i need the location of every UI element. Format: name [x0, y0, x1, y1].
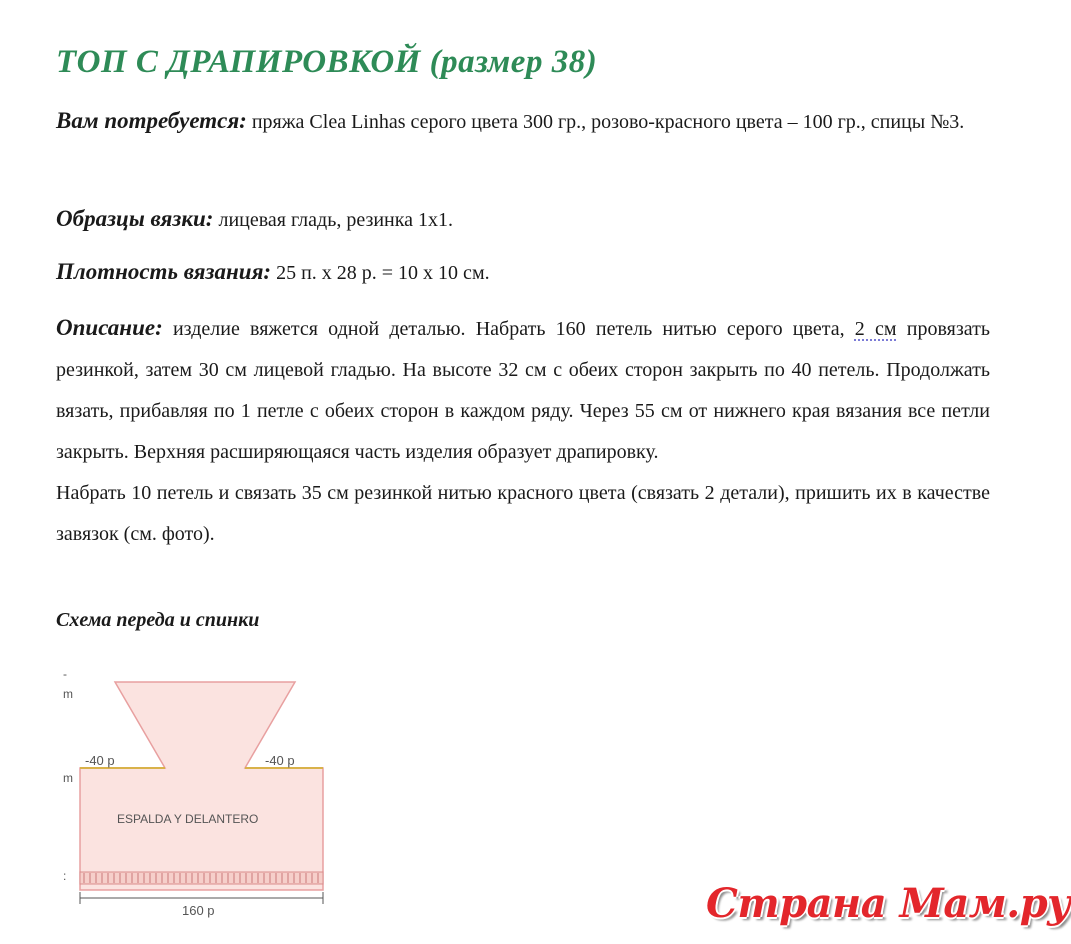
- patterns-paragraph: [56, 198, 990, 241]
- scheme-title: Схема переда и спинки: [56, 609, 260, 631]
- patterns-label: Образцы вязки:: [56, 206, 214, 231]
- right-decrease-label: -40 p: [265, 753, 295, 768]
- pattern-diagram: [55, 667, 355, 930]
- piece-label: ESPALDA Y DELANTERO: [117, 812, 259, 826]
- axis-mark-mid: m: [63, 771, 73, 785]
- width-label: 160 p: [182, 903, 215, 918]
- description-text-before: изделие вяжется одной деталью. Набрать 160 петель нитью серого цвета,: [162, 318, 855, 340]
- description-paragraph2: Набрать 10 петель и связать 35 см резинкой нитью красного цвета (связать 2 детали), пришить их в качестве завязок (см. фото).: [56, 482, 990, 545]
- page-title: ТОП С ДРАПИРОВКОЙ (размер 38): [56, 44, 598, 80]
- materials-label: Вам потребуется:: [56, 108, 247, 133]
- axis-mark-bottom: :: [63, 869, 67, 883]
- patterns-text: лицевая гладь, резинка 1х1.: [213, 209, 454, 231]
- materials-paragraph: [56, 100, 990, 143]
- gauge-paragraph: [56, 251, 990, 294]
- left-decrease-label: -40 p: [85, 753, 115, 768]
- gauge-text: 25 п. х 28 р. = 10 х 10 см.: [271, 262, 490, 284]
- materials-text: пряжа Clea Linhas серого цвета 300 гр., розово-красного цвета – 100 гр., спицы №3.: [246, 111, 965, 133]
- description-label: Описание:: [56, 315, 163, 340]
- description-paragraph: [56, 307, 990, 555]
- axis-dash-top: -: [63, 667, 67, 681]
- description-text-after: провязать резинкой, затем 30 см лицевой гладью. На высоте 32 см с обеих сторон закрыть по 40 петель. Продолжать вязать, прибавляя по 1 петле с обеих сторон в каждом ряду. Через 55 см от нижнего края вязания все петли закрыть. Верхняя расширяющаяся часть изделия образует драпировку.: [56, 318, 990, 463]
- watermark-logo: Страна Мам.ру: [706, 880, 1071, 927]
- pattern-piece-shape: [80, 682, 323, 890]
- description-underlined: 2 см: [854, 318, 897, 340]
- ribbing-band: [80, 872, 323, 884]
- gauge-label: Плотность вязания:: [56, 259, 272, 284]
- axis-mark-top: m: [63, 687, 73, 701]
